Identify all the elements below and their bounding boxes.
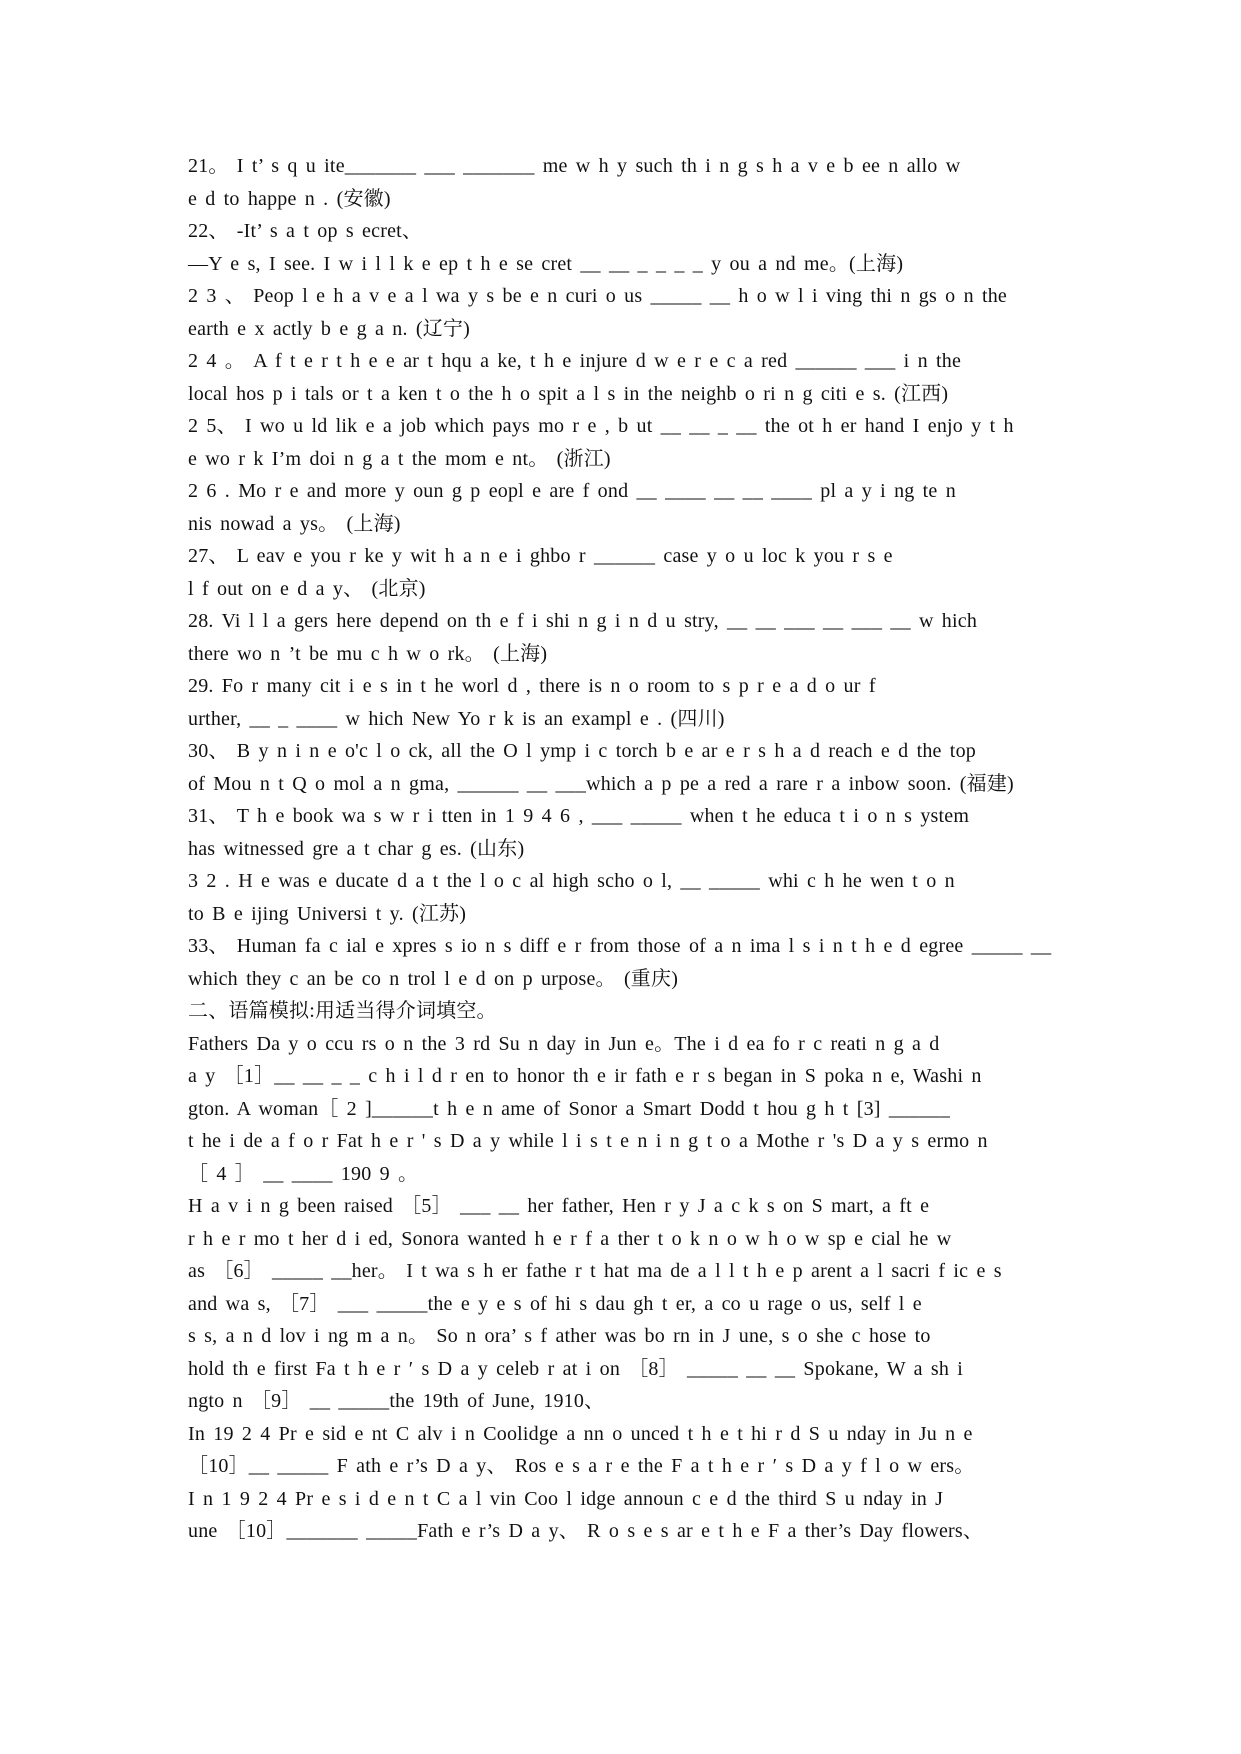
text-line: 2 3 、 Peop l e h a v e a l wa y s be e n curi o us _____ __ h o w l i ving thi n gs o n the [188, 285, 1007, 307]
text-line: has witnessed gre a t char g es. (山东) [188, 837, 525, 860]
text-line: urther, __ _ ____ w hich New Yo r k is an exampl e . (四川) [188, 707, 725, 730]
text-line: local hos p i tals or t a ken t o the h o spit a l s in the neighb o ri n g citi e s. (江西) [188, 382, 949, 405]
text-line: s s, a n d lov i ng m a n。 So n ora’ s f ather was bo rn in J une, s o she c hose to [188, 1325, 931, 1347]
text-line: 2 4 。 A f t e r t h e e ar t hqu a ke, t h e injure d w e r e c a red ______ ___ i n the [188, 350, 962, 372]
text-line: H a v i n g been raised ［5］ ___ __ her father, Hen r y J a c k s on S mart, a ft e [188, 1195, 930, 1217]
text-line: to B e ijing Universi t y. (江苏) [188, 902, 467, 925]
text-line: 31、 T h e book wa s w r i tten in 1 9 4 6 , ___ _____ when t he educa t i o n s ystem [188, 805, 970, 827]
text-line: which they c an be co n trol l e d on p urpose。 (重庆) [188, 967, 679, 990]
text-line: I n 1 9 2 4 Pr e s i d e n t C a l vin Coo l idge announ c e d the third S u nday in J [188, 1487, 944, 1510]
text-line: 27、 L eav e you r ke y wit h a n e i ghbo r ______ case y o u loc k you r s e [188, 545, 893, 567]
text-line: gton. A woman［ 2 ]______t h e n ame of Sonor a Smart Dodd t hou g h t [3] ______ [188, 1097, 951, 1120]
text-line: hold th e first Fa t h e r ′ s D a y celeb r at i on ［8］ _____ __ __ Spokane, W a sh i [188, 1357, 964, 1380]
text-line: earth e x actly b e g a n. (辽宁) [188, 317, 470, 340]
text-line: e wo r k I’m doi n g a t the mom e nt。 (浙江) [188, 447, 611, 470]
text-line: ［ 4 ］ __ ____ 190 9 。 [188, 1162, 419, 1185]
text-line: —Y e s, I see. I w i l l k e ep t h e se cret __ __ _ _ _ _ y ou a nd me。(上海) [188, 252, 904, 275]
text-line: Fathers Da y o ccu rs o n the 3 rd Su n day in Jun e。The i d ea fo r c reati n g a d [188, 1032, 940, 1055]
text-line: 3 2 . H e was e ducate d a t the l o c al high scho o l, __ _____ whi c h he wen t o n [188, 870, 955, 892]
text-line: r h e r mo t her d i ed, Sonora wanted h e r f a ther t o k n o w h o w sp e cial he w [188, 1227, 952, 1250]
text-line: 22、 -It’ s a t op s ecret、 [188, 220, 423, 242]
text-line: l f out on e d a y、 (北京) [188, 577, 426, 600]
text-line: and wa s, ［7］ ___ _____the e y e s of hi s dau gh t er, a co u rage o us, self l e [188, 1292, 922, 1315]
text-line: there wo n ’t be mu c h w o rk。 (上海) [188, 642, 548, 665]
text-line: 30、 B y n i n e o'c l o ck, all the O l ymp i c torch b e ar e r s h a d reach e d the top [188, 740, 976, 762]
text-line: 33、 Human fa c ial e xpres s io n s diff e r from those of a n ima l s i n t h e d egree _____ __ [188, 935, 1052, 957]
document-page [188, 150, 1072, 1548]
text-line: In 19 2 4 Pr e sid e nt C alv i n Coolidge a nn o unced t h e t hi r d S u nday in Ju n e [188, 1422, 973, 1445]
text-line: of Mou n t Q o mol a n gma, ______ __ ___which a p pe a red a rare r a inbow soon. (福建) [188, 772, 1014, 795]
text-line: t he i de a f o r Fat h e r ' s D a y while l i s t e n i n g t o a Mothe r 's D a y s ermo n [188, 1130, 988, 1152]
text-line: ［10］__ _____ F ath e r’s D a y、 Ros e s a r e the F a t h e r ′ s D a y f l o w ers。 [188, 1455, 975, 1477]
text-line: 2 5、 I wo u ld lik e a job which pays mo r e , b ut __ __ _ __ the ot h er hand I enjo y t h [188, 415, 1014, 437]
text-line: une ［10］_______ _____Fath e r’s D a y、 R o s e s ar e t h e F a ther’s Day flowers、 [188, 1520, 984, 1542]
text-line: ngto n ［9］ __ _____the 19th of June, 1910、 [188, 1390, 605, 1412]
text-line: nis nowad a ys。 (上海) [188, 512, 401, 535]
text-line: 2 6 . Mo r e and more y oun g p eopl e are f ond __ ____ __ __ ____ pl a y i ng te n [188, 480, 956, 502]
text-line: a y ［1］__ __ _ _ c h i l d r en to honor th e ir fath e r s began in S poka n e, Washi n [188, 1065, 982, 1087]
text-line: e d to happe n . (安徽) [188, 187, 391, 210]
section-heading: 二、语篇模拟:用适当得介词填空。 [188, 1000, 497, 1022]
text-line: as ［6］ _____ __her。 I t wa s h er fathe r t hat ma de a l l t h e p arent a l sacri f ic e s [188, 1260, 1002, 1282]
text-line: 29. Fo r many cit i e s in t he worl d , there is n o room to s p r e a d o ur f [188, 675, 876, 697]
text-line: 21。 I t’ s q u ite_______ ___ _______ me w h y such th i n g s h a v e b ee n allo w [188, 155, 961, 177]
text-line: 28. Vi l l a gers here depend on th e f i shi n g i n d u stry, __ __ ___ __ ___ __ w hich [188, 610, 978, 632]
